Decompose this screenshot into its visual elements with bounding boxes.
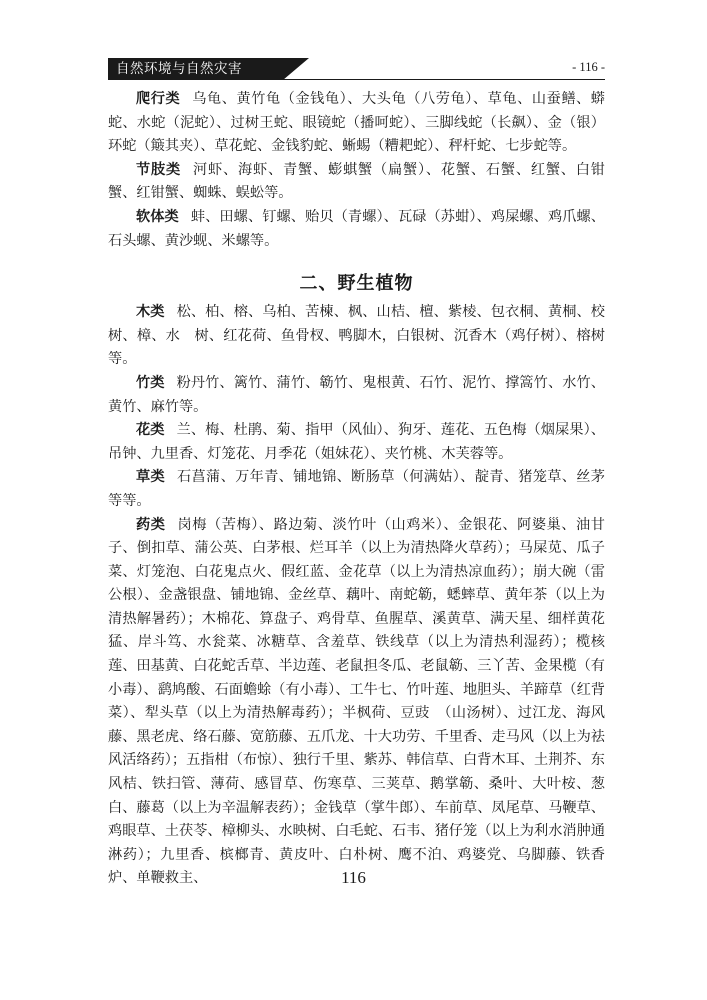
paragraph-trees: [108, 301, 605, 372]
category-label: 药类: [136, 516, 166, 533]
footer-page-number: 116: [341, 868, 366, 887]
paragraph-text: 岗梅（苦梅）、路边菊、淡竹叶（山鸡米）、金银花、阿婆巢、油甘子、倒扣草、蒲公英、白茅根、烂耳羊（以上为清热降火草药）；马屎苋、瓜子菜、灯笼泡、白花鬼点火、假红蓝、金花草（以上为清热凉血药）；崩大碗（雷公根）、金盏银盘、铺地锦、金丝草、藕叶、南蛇簕，蟋蟀草、黄年茶（以上为清热解暑药）；木棉花、算盘子、鸡骨草、鱼腥草、溪黄草、满天星、细样黄花猛、岸斗笃、水瓮菜、冰糖草、含羞草、铁线草（以上为清热利湿药）；榄核莲、田基黄、白花蛇舌草、半边莲、老鼠担冬瓜、老鼠簕、三丫苦、金果榄（有小毒）、鹞鸠酸、石面蟾蜍（有小毒）、工牛七、竹叶莲、地胆头、羊蹄草（红背菜）、犁头草（以上为清热解毒药）；半枫荷、豆豉 （山汤树）、过江龙、海风藤、黑老虎、络石藤、宽筋藤、五爪龙、十大功劳、千里香、走马风（以上为祛风活络药）；五指柑（布惊）、独行千里、紫苏、韩信草、白背木耳、土荆芥、东风桔、铁扫管、薄荷、感冒草、伤寒草、三荚草、鹅掌簕、桑叶、大叶桉、葱白、藤葛（以上为辛温解表药）；金钱草（掌牛郎）、车前草、凤尾草、马鞭草、鸡眼草、土茯苓、樟柳头、水映树、白毛蛇、石韦、猪仔笼（以上为利水消肿通淋药）；九里香、槟榔青、黄皮叶、白朴树、鹰不泊、鸡婆党、乌脚藤、铁香炉、单鞭救主、: [108, 516, 605, 887]
paragraph-text: 石菖蒲、万年青、铺地锦、断肠草（何满姑）、靛青、猪笼草、丝茅等等。: [108, 469, 605, 509]
category-label: 节肢类: [136, 161, 181, 178]
category-label: 花类: [136, 422, 165, 439]
paragraph-reptiles: [108, 88, 605, 159]
paragraph-medicinal: [108, 514, 605, 892]
running-header: [108, 58, 605, 80]
section-title-wild-plants: 二、野生植物: [299, 273, 414, 295]
paragraph-text: 河虾、海虾、青蟹、蟛蜞蟹（扁蟹）、花蟹、石蟹、红蟹、白钳蟹、红钳蟹、蜘蛛、蜈蚣等。: [108, 161, 605, 202]
paragraph-grasses: [108, 466, 605, 513]
paragraph-text: 粉丹竹、篱竹、蒲竹、簕竹、鬼根黄、石竹、泥竹、撑篙竹、水竹、黄竹、麻竹等。: [108, 374, 605, 415]
category-label: 木类: [136, 304, 165, 321]
page-body: [108, 88, 605, 891]
category-label: 草类: [136, 469, 166, 486]
paragraph-text: 乌龟、黄竹龟（金钱龟）、大头龟（八劳龟）、草龟、山蚕鳝、蟒蛇、水蛇（泥蛇）、过树王蛇、眼镜蛇（播呵蛇）、三脚线蛇（长飙）、金（银）环蛇（簸其夹）、草花蛇、金钱豹蛇、蜥蜴（糟耙蛇）、秤杆蛇、七步蛇等。: [108, 91, 605, 155]
paragraph-arthropods: [108, 159, 605, 206]
category-label: 软体类: [136, 208, 179, 225]
header-rule: [108, 79, 605, 80]
category-label: 竹类: [136, 374, 165, 391]
paragraph-text: 蚌、田螺、钉螺、贻贝（青螺）、瓦碌（苏蚶）、鸡屎螺、鸡爪螺、石头螺、黄沙蚬、米螺等。: [108, 208, 605, 249]
header-title: 自然环境与自然灾害: [116, 61, 242, 77]
paragraph-text: 兰、梅、杜鹃、菊、指甲（风仙）、狗牙、莲花、五色梅（烟屎果）、吊钟、九里香、灯笼花、月季花（姐妹花）、夹竹桃、木芙蓉等。: [108, 422, 605, 462]
paragraph-mollusks: [108, 206, 605, 253]
paragraph-bamboo: [108, 372, 605, 419]
paragraph-flowers: [108, 419, 605, 466]
category-label: 爬行类: [136, 91, 181, 107]
header-page-number: - 116 -: [572, 60, 605, 74]
header-title-bar-corner: [283, 58, 309, 80]
paragraph-text: 松、柏、榕、乌柏、苦楝、枫、山桔、檀、紫棱、包衣桐、黄桐、校树、樟、水 树、红花荷、鱼骨杈、鸭脚木，白银树、沉香木（鸡仔树）、榕树等。: [108, 304, 605, 368]
